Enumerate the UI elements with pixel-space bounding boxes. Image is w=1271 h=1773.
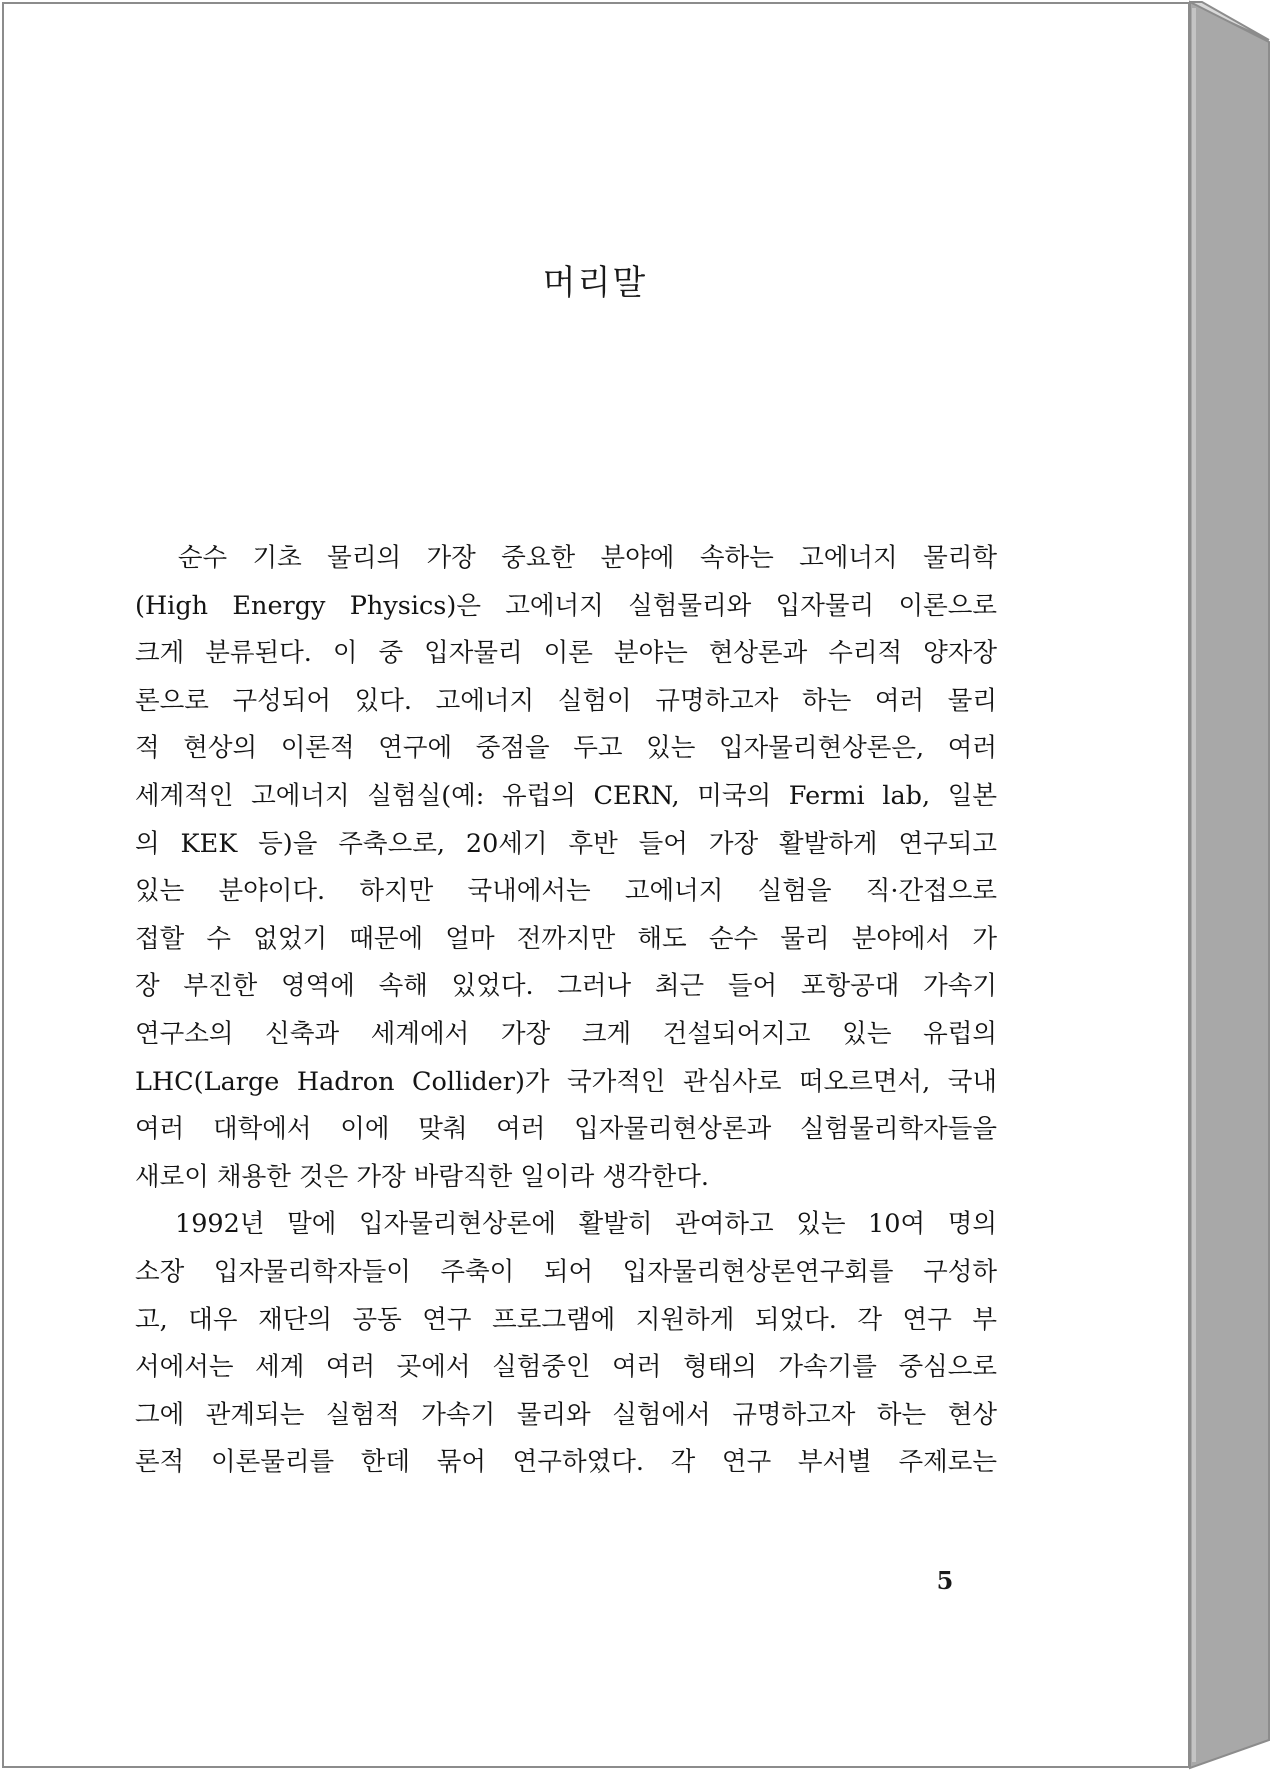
text-line: 세계적인 고에너지 실험실(예: 유럽의 CERN, 미국의 Fermi lab, 일본 [135,780,997,811]
paragraph-2 [135,1201,997,1487]
text-line: 1992년 말에 입자물리현상론에 활발히 관여하고 있는 10여 명의 [135,1209,997,1240]
text-line: 론적 이론물리를 한데 묶어 연구하였다. 각 연구 부서별 주제로는 [135,1447,997,1478]
paragraph-1 [135,535,997,1201]
text-line: 새로이 채용한 것은 가장 바람직한 일이라 생각한다. [135,1161,710,1192]
text-line: 장 부진한 영역에 속해 있었다. 그러나 최근 들어 포항공대 가속기 [135,971,997,1002]
text-line: LHC(Large Hadron Collider)가 국가적인 관심사로 떠오르면서, 국내 [135,1066,997,1097]
page-number: 5 [936,1566,954,1595]
text-line: 여러 대학에서 이에 맞춰 여러 입자물리현상론과 실험물리학자들을 [135,1114,997,1145]
text-line: 적 현상의 이론적 연구에 중점을 두고 있는 입자물리현상론은, 여러 [135,733,997,764]
text-line: 그에 관계되는 실험적 가속기 물리와 실험에서 규명하고자 하는 현상 [135,1399,997,1430]
text-line: 의 KEK 등)을 주축으로, 20세기 후반 들어 가장 활발하게 연구되고 [135,828,997,859]
text-line: 접할 수 없었기 때문에 얼마 전까지만 해도 순수 물리 분야에서 가 [135,923,997,954]
preface-body [135,535,997,1487]
text-line: 고, 대우 재단의 공동 연구 프로그램에 지원하게 되었다. 각 연구 부 [135,1304,997,1335]
text-line: 론으로 구성되어 있다. 고에너지 실험이 규명하고자 하는 여러 물리 [135,685,997,716]
text-line: 있는 분야이다. 하지만 국내에서는 고에너지 실험을 직·간접으로 [135,876,997,907]
text-line: 크게 분류된다. 이 중 입자물리 이론 분야는 현상론과 수리적 양자장 [135,638,997,669]
text-line: 순수 기초 물리의 가장 중요한 분야에 속하는 고에너지 물리학 [135,543,997,573]
page-title: 머리말 [542,263,648,303]
text-line: 연구소의 신축과 세계에서 가장 크게 건설되어지고 있는 유럽의 [135,1018,997,1049]
text-line: (High Energy Physics)은 고에너지 실험물리와 입자물리 이론으로 [135,590,997,621]
text-line: 소장 입자물리학자들이 주축이 되어 입자물리현상론연구회를 구성하 [135,1256,997,1287]
book-side-edge [1190,2,1269,1768]
text-line: 서에서는 세계 여러 곳에서 실험중인 여러 형태의 가속기를 중심으로 [135,1352,997,1383]
